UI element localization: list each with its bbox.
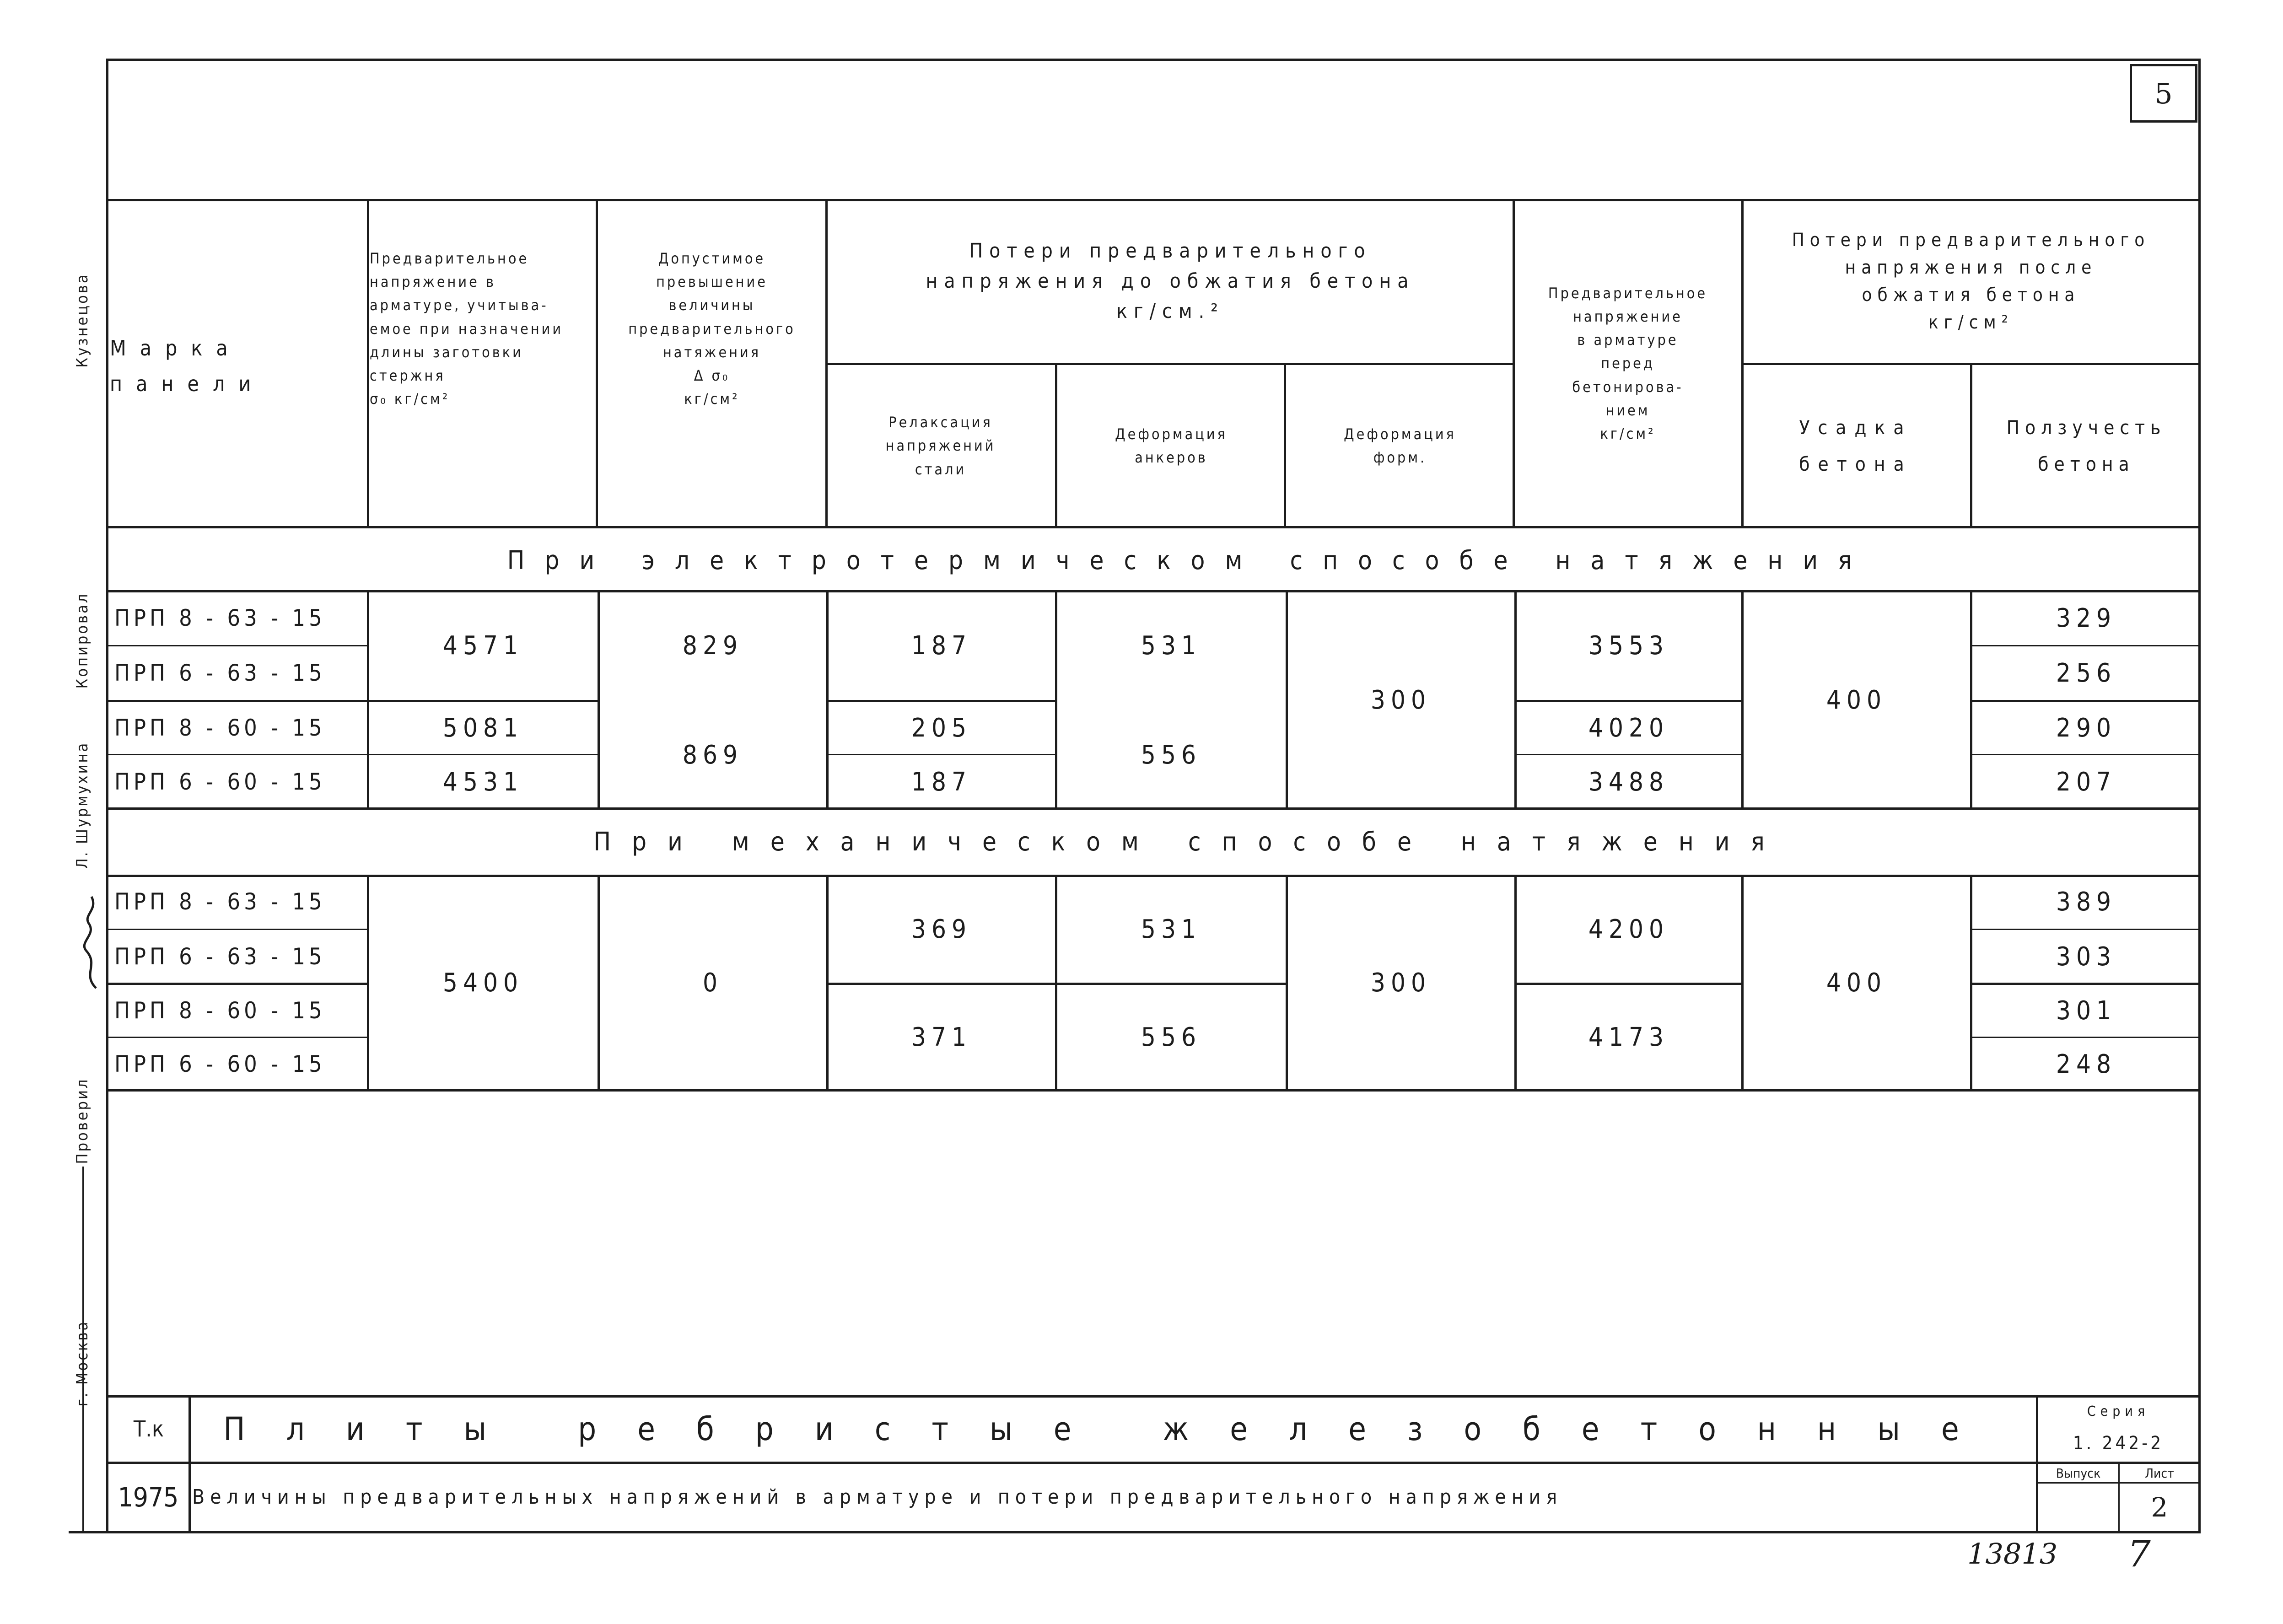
header-allowable: Допустимое превышение величины предварительного натяжения Δ σ₀ кг/см² xyxy=(628,250,796,408)
titleblock-main-title: Плиты ребристые железобетонные xyxy=(223,1410,2000,1448)
mech-creep-1: 389 xyxy=(2056,887,2117,917)
section-mech-title: При механическом способе натяжения xyxy=(593,827,1786,857)
titleblock-series-label: Серия xyxy=(2087,1403,2150,1420)
header-creep: Ползучесть бетона xyxy=(2006,416,2166,475)
electro-before-b: 4020 xyxy=(1588,713,1669,743)
titleblock-year: 1975 xyxy=(118,1481,179,1513)
titleblock-tk: Т.к xyxy=(133,1416,164,1442)
sheet-number-box xyxy=(2130,64,2197,123)
electro-creep-3: 290 xyxy=(2056,713,2117,743)
electro-bottom-line xyxy=(106,807,2201,810)
mech-creep-2: 303 xyxy=(2056,941,2117,972)
sheet-number: 5 xyxy=(2154,76,2173,110)
footer-code: 13813 xyxy=(1967,1537,2058,1570)
mech-allow: 0 xyxy=(702,968,723,998)
frame-bottom-line xyxy=(69,1531,2201,1533)
mech-creep-4: 248 xyxy=(2056,1049,2117,1079)
titleblock-series-sep xyxy=(2036,1482,2201,1484)
electro-relax-b: 205 xyxy=(911,713,972,743)
side-stamp-3: Л. Шурмухина xyxy=(73,741,92,869)
side-signature xyxy=(78,892,105,993)
mech-before-a: 4200 xyxy=(1588,914,1669,944)
mech-form: 300 xyxy=(1370,968,1432,998)
electro-creep-1: 329 xyxy=(2056,603,2117,633)
mech-mark-2: ПРП 6 - 63 - 15 xyxy=(114,943,326,970)
subheader-line-losses-before xyxy=(826,363,1514,365)
frame-top-line xyxy=(106,59,2201,61)
electro-mark-2: ПРП 6 - 63 - 15 xyxy=(114,660,326,686)
header-anchor-def: Деформация анкеров xyxy=(1115,425,1228,466)
titleblock-tk-line xyxy=(188,1395,191,1533)
electro-anchor-a: 531 xyxy=(1141,630,1202,661)
header-form-def: Деформация форм. xyxy=(1344,425,1456,466)
header-prestress-before: Предварительное напряжение в арматуре перед бетонирова- нием кг/см² xyxy=(1548,284,1708,442)
electro-creep-2: 256 xyxy=(2056,658,2117,688)
electro-allow-b: 869 xyxy=(682,740,743,770)
mech-mark-3: ПРП 8 - 60 - 15 xyxy=(114,997,326,1024)
header-prestress: Предварительное напряжение в арматуре, учитыва- емое при назначении длины заготовки стержня σ₀ кг/см² xyxy=(370,250,564,408)
mech-anchor-a: 531 xyxy=(1141,914,1202,944)
electro-creep-line-3 xyxy=(1970,754,2201,755)
electro-mark-line-1 xyxy=(106,645,368,646)
header-relax: Релаксация напряжений стали xyxy=(885,414,996,478)
header-mark: Марка панели xyxy=(110,335,265,396)
mech-mark-1: ПРП 8 - 63 - 15 xyxy=(114,888,326,915)
electro-form: 300 xyxy=(1370,685,1432,715)
titleblock-subtitle: Величины предварительных напряжений в арматуре и потери предварительного напряжения xyxy=(192,1485,1563,1509)
side-stamp-2: Копировал xyxy=(73,592,92,689)
mech-mark-4: ПРП 6 - 60 - 15 xyxy=(114,1051,326,1077)
electro-anchor-b: 556 xyxy=(1141,740,1202,770)
mech-creep-line-1 xyxy=(1970,929,2201,930)
electro-relax-a: 187 xyxy=(911,630,972,661)
mech-anchor-b: 556 xyxy=(1141,1022,1202,1052)
electro-shrink: 400 xyxy=(1826,685,1887,715)
side-stamp-1: Кузнецова xyxy=(73,273,92,368)
frame-left-line xyxy=(106,59,108,1533)
electro-prestress-b: 5081 xyxy=(442,713,524,743)
electro-relax-line-2 xyxy=(826,754,1057,755)
electro-prestress-a: 4571 xyxy=(442,630,524,661)
mech-bottom-line xyxy=(106,1089,2201,1092)
electro-mark-1: ПРП 8 - 63 - 15 xyxy=(114,605,326,631)
side-stamp-5: г. Москва xyxy=(73,1320,92,1407)
electro-prestress-c: 4531 xyxy=(442,767,524,797)
section-electro-title: При электротермическом способе натяжения xyxy=(507,545,1872,575)
header-losses-before: Потери предварительного напряжения до обжатия бетона кг/см.² xyxy=(926,239,1415,323)
col-line-1 xyxy=(367,199,369,527)
header-bottom-line xyxy=(106,526,2201,528)
electro-mark-3: ПРП 8 - 60 - 15 xyxy=(114,715,326,741)
mech-relax-b: 371 xyxy=(911,1022,972,1052)
mech-creep-3: 301 xyxy=(2056,995,2117,1026)
electro-creep-line-1 xyxy=(1970,645,2201,646)
mech-mark-line-3 xyxy=(106,1037,368,1038)
mech-mark-line-1 xyxy=(106,929,368,930)
titleblock-sheet-value: 2 xyxy=(2151,1492,2168,1523)
titleblock-sheet-label: Лист xyxy=(2145,1465,2174,1481)
mech-prestress: 5400 xyxy=(442,968,524,998)
header-losses-after: Потери предварительного напряжения после обжатия бетона кг/см² xyxy=(1792,230,2150,333)
header-shrink: Усадка бетона xyxy=(1799,416,1912,475)
electro-relax-c: 187 xyxy=(911,767,972,797)
electro-creep-4: 207 xyxy=(2056,767,2117,797)
mech-before-b: 4173 xyxy=(1588,1022,1669,1052)
side-stamp-4: Проверил xyxy=(73,1077,92,1164)
mech-shrink: 400 xyxy=(1826,968,1887,998)
electro-allow-a: 829 xyxy=(682,630,743,661)
footer-mark: 7 xyxy=(2127,1533,2151,1575)
titleblock-series-value: 1. 242-2 xyxy=(2073,1433,2164,1454)
electro-mark-line-3 xyxy=(106,754,598,755)
titleblock-sheet-line xyxy=(2118,1462,2120,1533)
electro-mark-4: ПРП 6 - 60 - 15 xyxy=(114,769,326,795)
electro-before-a: 3553 xyxy=(1588,630,1669,661)
titleblock-issue-label: Выпуск xyxy=(2056,1465,2101,1481)
mech-relax-a: 369 xyxy=(911,914,972,944)
mech-creep-line-3 xyxy=(1970,1037,2201,1038)
electro-before-c: 3488 xyxy=(1588,767,1669,797)
electro-before-line-2 xyxy=(1514,754,1741,755)
